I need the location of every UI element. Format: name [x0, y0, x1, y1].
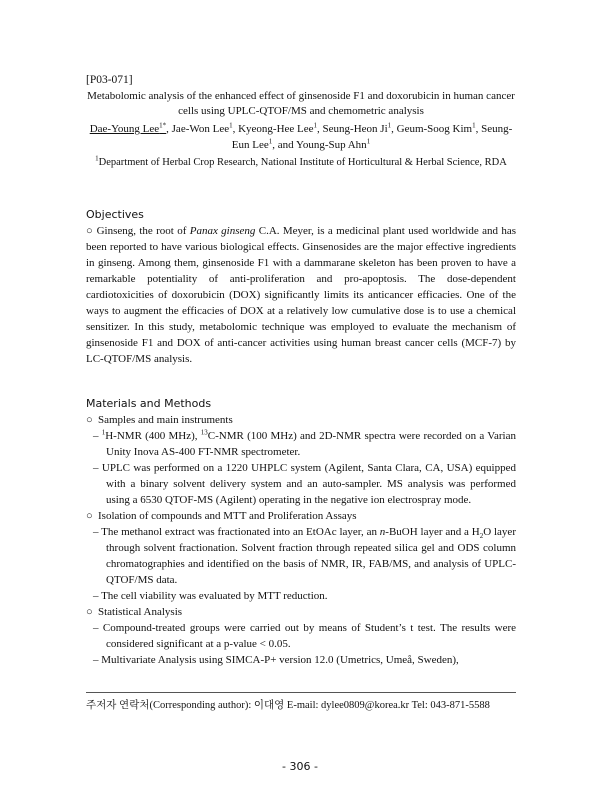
page-number: - 306 - — [282, 760, 318, 773]
abstract-code: [P03-071] — [86, 74, 133, 86]
methods-item-simca: – Multivariate Analysis using SIMCA-P+ version 12.0 (Umetrics, Umeå, Sweden), — [93, 654, 459, 666]
corresponding-author: 주저자 연락처(Corresponding author): 이대영 E-mail: dylee0809@korea.kr Tel: 043-871-5588 — [86, 700, 490, 711]
methods-subsection-3-title: ○ Statistical Analysis — [86, 606, 183, 618]
objectives-section — [86, 207, 516, 367]
methods-item-mtt: – The cell viability was evaluated by MTT reduction. — [93, 590, 328, 602]
methods-item-nmr: – $^1$H-NMR (400 MHz), $^{13}$C-NMR (100 MHz) and 2D-NMR spectra were recorded on a Varian Unity Inova AS-400 FT-NMR spectrometer. — [93, 428, 516, 458]
objectives-paragraph: ○ Ginseng, the root of Panax ginseng C.A. Meyer, is a medicinal plant used worldwide and has been reported to have various biological effects. Ginsenosides are the major effective ingredients in ginseng. Among them, ginsenoside F1 with a dammarane skeleton has been proven to have a remarkable potentiality of anti-proliferation and pro-apoptosis. The dose-dependent cardiotoxicities of doxorubicin (DOX) significantly limits its anticancer efficacies. One of the ways to augment the efficacies of DOX at a relatively low cumulative dose is to use a chemical sensitizer. In this study, metabolomic technique was employed to evaluate the mechanism of ginsenoside F1 and DOX of anti-cancer activities using human breast cancer cells (MCF-7) by LC-QTOF/MS analysis. — [86, 225, 516, 365]
methods-subsection-1-title: ○ Samples and main instruments — [86, 414, 233, 426]
paper-header — [86, 74, 516, 171]
methods-section — [86, 396, 516, 668]
methods-heading: Materials and Methods — [86, 397, 212, 410]
methods-item-ttest: – Compound-treated groups were carried out by means of Student’s t test. The results were considered significant at a p-value < 0.05. — [93, 622, 517, 650]
abstract-title: Metabolomic analysis of the enhanced effect of ginsenoside F1 and doxorubicin in human cancer cells using UPLC-QTOF/MS and chemometric analysis — [87, 90, 515, 117]
methods-item-uplc: – UPLC was performed on a 1220 UHPLC system (Agilent, Santa Clara, CA, USA) equipped with a binary solvent delivery system and an auto-sampler. MS analysis was performed using a 6530 QTOF-MS (Agilent) operating in the negative ion electrospray mode. — [93, 462, 516, 506]
methods-subsection-2-title: ○ Isolation of compounds and MTT and Proliferation Assays — [86, 510, 357, 522]
footer-divider — [86, 692, 516, 693]
objectives-heading: Objectives — [86, 208, 144, 221]
author-list: Dae-Young Lee$^{1*}$, Jae-Won Lee$^1$, Kyeong-Hee Lee$^1$, Seung-Heon Ji$^1$, Geum-Soog Kim$^1$, Seung-Eun Lee$^1$, and Young-Sup Ahn$^1$ — [89, 121, 513, 151]
author-1: Dae-Young Lee$^{1*}$ — [89, 121, 167, 135]
affiliation: $^1$Department of Herbal Crop Research, National Institute of Horticultural & Herbal Science, RDA — [95, 154, 507, 168]
methods-item-fractionation: – The methanol extract was fractionated into an EtOAc layer, an n-BuOH layer and a $H_2O$ layer through solvent fractionation. Solvent fraction through repeated silica gel and ODS column chromatographies and identified on the basis of NMR, IR, FAB/MS, and analysis of UPLC-QTOF/MS data. — [93, 526, 516, 586]
